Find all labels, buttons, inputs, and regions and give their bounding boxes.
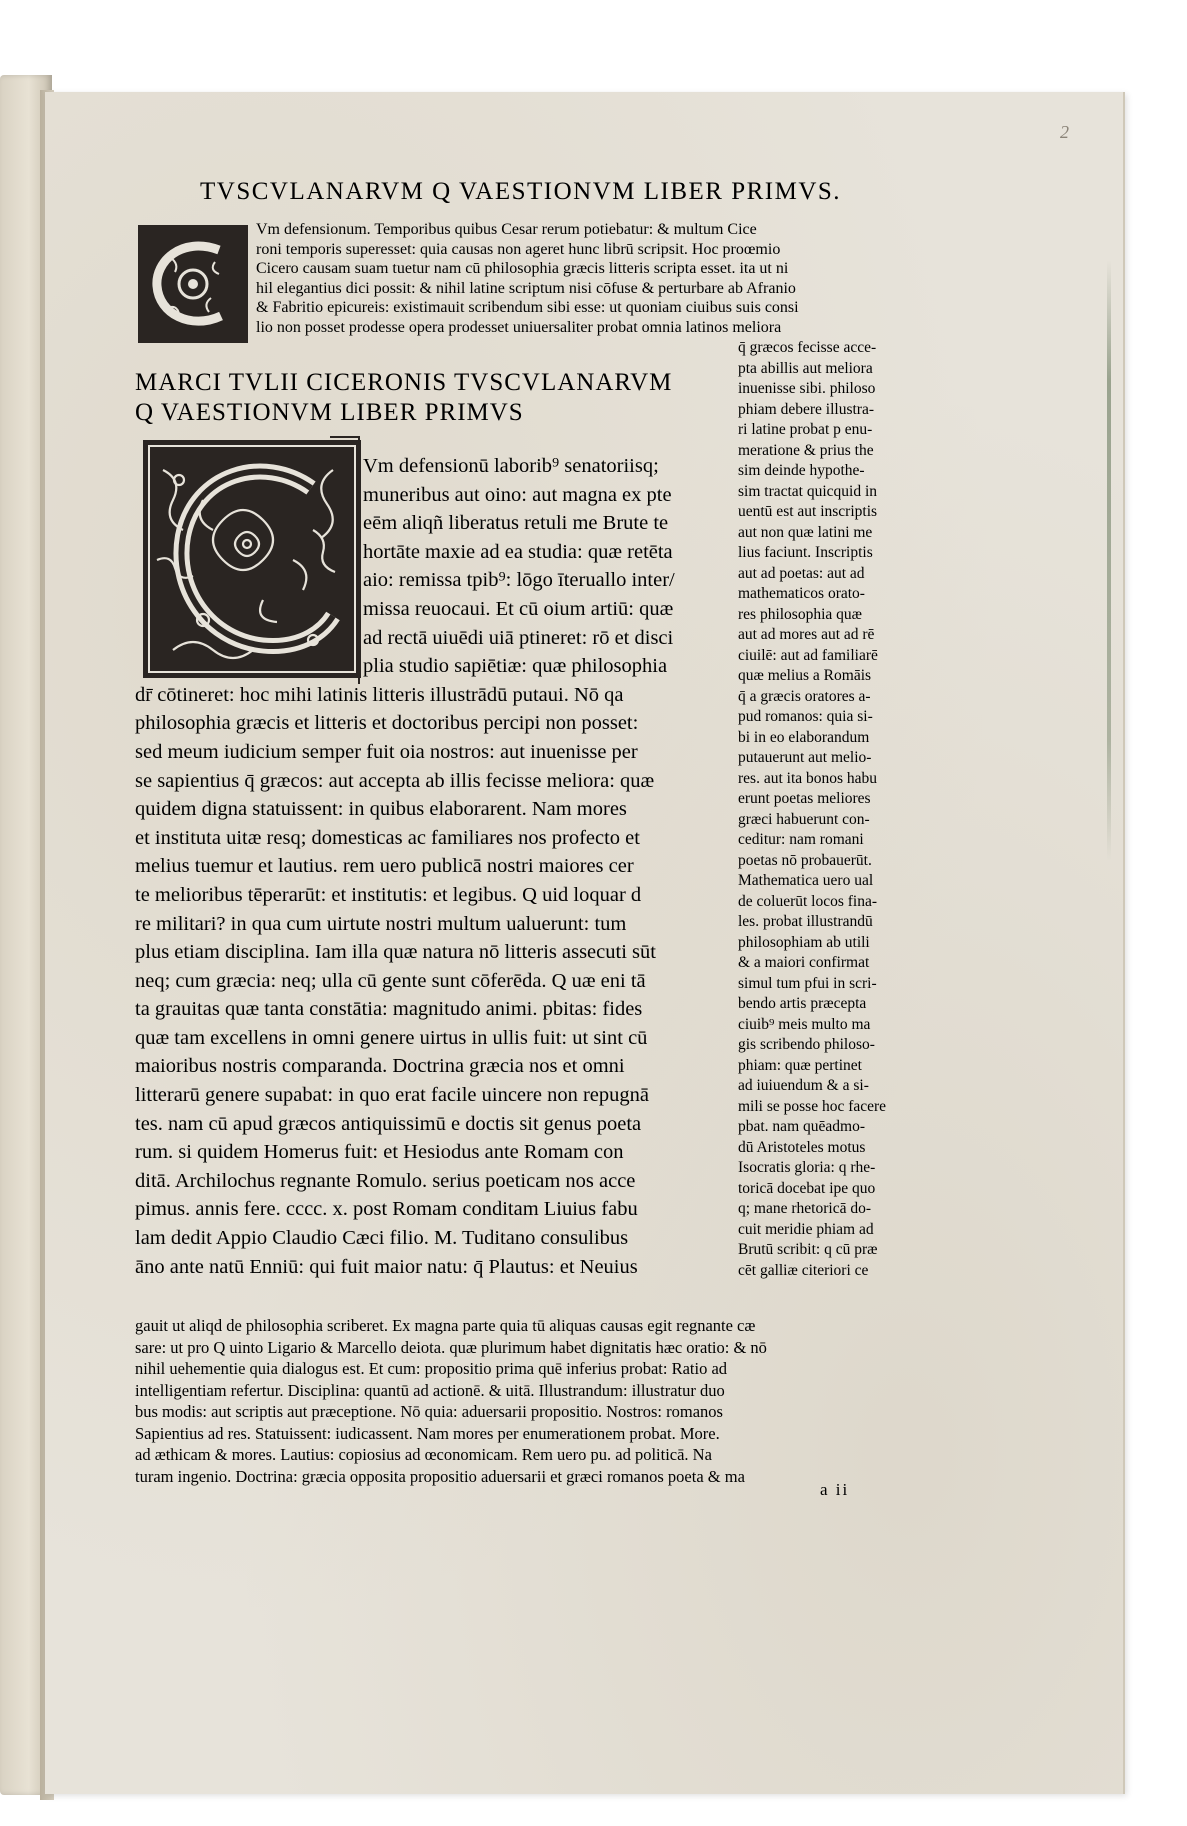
margin-line: gis scribendo philoso- — [738, 1036, 875, 1053]
running-head: TVSCVLANARVM Q VAESTIONVM LIBER PRIMVS. — [200, 178, 842, 205]
text-line: te melioribus tēperarūt: et institutis: et legibus. Q uid loquar d — [135, 883, 642, 906]
margin-line: les. probat illustrandū — [738, 913, 873, 930]
bottom-commentary — [135, 1315, 935, 1487]
margin-line: q; mane rhetoricā do- — [738, 1200, 871, 1217]
margin-line: quæ melius a Romāis — [738, 667, 872, 684]
commentary-line: Vm defensionum. Temporibus quibus Cesar rerum potiebatur: & multum Cice — [256, 221, 757, 238]
commentary-line: Cicero causam suam tuetur nam cū philosophia græcis litteris scripta esset. ita ut ni — [256, 260, 789, 277]
text-line: quidem digna statuissent: in quibus elaborarent. Nam mores — [135, 798, 627, 821]
margin-line: phiam debere illustra- — [738, 400, 875, 418]
heading-line: Q VAESTIONVM LIBER PRIMVS — [135, 399, 524, 426]
marginal-commentary — [738, 338, 928, 1281]
floral-initial-c-icon — [141, 228, 245, 340]
signature-mark: a ii — [820, 1480, 850, 1499]
text-line: dr̄ cōtineret: hoc mihi latinis litteris illustrādū putaui. Nō qa — [135, 683, 624, 706]
text-line: re militari? in qua cum uirtute nostri multum ualuerunt: tum — [135, 912, 627, 935]
margin-line: ciuilē: aut ad familiarē — [738, 646, 878, 664]
margin-line: pbat. nam quēadmo- — [738, 1118, 865, 1135]
text-line: philosophia græcis et litteris et doctoribus percipi non posset: — [135, 712, 639, 735]
margin-line: lius faciunt. Inscriptis — [738, 544, 873, 561]
text-line: melius tuemur et lautius. rem uero publicā nostri maiores cer — [135, 855, 634, 878]
text-line: missa reuocaui. Et cū oium artiū: quæ — [363, 597, 674, 620]
text-line: eēm aliqñ liberatus retuli me Brute te — [363, 512, 669, 535]
commentary-line: sare: ut pro Q uinto Ligario & Marcello deiota. quæ plurimum habet dignitatis hæc oratio: & nō — [135, 1337, 767, 1357]
margin-line: bendo artis præcepta — [738, 995, 867, 1012]
margin-line: ad iuiuendum & a si- — [738, 1077, 869, 1094]
margin-line: phiam: quæ pertinet — [738, 1056, 862, 1074]
text-line: ditā. Archilochus regnante Romulo. serius poeticam nos acce — [135, 1169, 636, 1192]
text-line: se sapientius q̄ græcos: aut accepta ab illis fecisse meliora: quæ — [135, 769, 655, 792]
commentary-line: gauit ut aliqd de philosophia scriberet. Ex magna parte quia tū aliquas causas egit regnante cæ — [135, 1316, 756, 1335]
margin-line: bi in eo elaborandum — [738, 728, 870, 746]
text-line: pimus. annis fere. cccc. x. post Romam conditam Liuius fabu — [135, 1198, 638, 1221]
margin-line: ri latine probat p enu- — [738, 421, 873, 438]
margin-line: sim tractat quicquid in — [738, 482, 878, 500]
page-edge-stain — [1107, 260, 1111, 860]
pencil-page-number: 2 — [1060, 122, 1069, 142]
margin-line: putauerunt aut melio- — [738, 749, 872, 766]
text-line: quæ tam excellens in omni genere uirtus in ullis fuit: ut sint cū — [135, 1026, 648, 1049]
margin-line: & a maiori confirmat — [738, 954, 870, 971]
margin-line: q̄ a græcis oratores a- — [738, 687, 871, 705]
main-text-column — [135, 452, 725, 1281]
commentary-line: nihil uehementie quia dialogus est. Et cum: propositio prima quē inferius probat: Ratio ad — [135, 1359, 728, 1378]
text-line: maioribus nostris comparanda. Doctrina græcia nos et omni — [135, 1055, 625, 1078]
margin-line: toricā docebat ipe quo — [738, 1179, 876, 1197]
text-line: ta grauitas quæ tanta constātia: magnitudo animi. pbitas: fides — [135, 998, 643, 1021]
text-line: hortāte maxie ad ea studia: quæ retēta — [363, 540, 673, 563]
margin-line: mathematicos orato- — [738, 585, 865, 602]
margin-line: erunt poetas meliores — [738, 790, 871, 807]
margin-line: meratione & prius the — [738, 441, 874, 459]
commentary-line: ad æthicam & mores. Lautius: copiosius ad œconomicam. Rem uero pu. ad politicā. Na — [135, 1445, 712, 1464]
margin-line: aut ad poetas: aut ad — [738, 564, 865, 582]
text-line: aio: remissa tpib⁹: lōgo īteruallo inter/ — [363, 569, 675, 592]
commentary-line: lio non posset prodesse opera prodesset uniuersaliter probat omnia latinos meliora — [256, 318, 782, 336]
margin-line: Isocratis gloria: q rhe- — [738, 1159, 876, 1176]
margin-line: Brutū scribit: q cū præ — [738, 1241, 878, 1258]
margin-line: res. aut ita bonos habu — [738, 769, 878, 787]
margin-line: cēt galliæ citeriori ce — [738, 1261, 869, 1279]
commentary-line: roni temporis superesset: quia causas non ageret hunc librū scripsit. Hoc proœmio — [256, 240, 781, 258]
text-line: neq; cum græcia: neq; ulla cū gente sunt cōferēda. Q uæ eni tā — [135, 969, 646, 992]
commentary-line: & Fabritio epicureis: existimauit scribendum sibi esse: ut quoniam ciuibus suis consi — [256, 299, 799, 316]
book-heading — [135, 368, 735, 428]
text-line: lam dedit Appio Claudio Cæci filio. M. Tuditano consulibus — [135, 1227, 629, 1250]
margin-line: q̄ græcos fecisse acce- — [738, 339, 877, 356]
margin-line: græci habuerunt con- — [738, 810, 870, 828]
text-line: muneribus aut oino: aut magna ex pte — [363, 483, 672, 506]
margin-line: aut ad mores aut ad rē — [738, 626, 875, 643]
margin-line: ciuib⁹ meis multo ma — [738, 1015, 871, 1033]
margin-line: pta abillis aut meliora — [738, 359, 873, 377]
text-line: Vm defensionū laborib⁹ senatoriisq; — [363, 455, 659, 477]
margin-line: Mathematica uero ual — [738, 872, 874, 889]
margin-line: mili se posse hoc facere — [738, 1097, 887, 1115]
commentary-line: turam ingenio. Doctrina: græcia opposita propositio aduersarii et græci romanos poeta & ma — [135, 1466, 745, 1486]
margin-line: philosophiam ab utili — [738, 933, 870, 951]
text-line: et instituta uitæ resq; domesticas ac familiares nos profecto et — [135, 826, 640, 849]
margin-line: cuit meridie phiam ad — [738, 1220, 874, 1238]
woodcut-initial-small — [138, 225, 248, 343]
text-line: litterarū genere supabat: in quo erat facile uincere non repugnā — [135, 1084, 649, 1107]
margin-line: uentū est aut inscriptis — [738, 503, 878, 520]
top-commentary — [256, 220, 916, 337]
margin-line: pud romanos: quia si- — [738, 708, 873, 725]
text-line: rum. si quidem Homerus fuit: et Hesiodus ante Romam con — [135, 1141, 624, 1164]
margin-line: poetas nō probauerūt. — [738, 851, 872, 869]
text-line: plia studio sapiētiæ: quæ philosophia — [363, 655, 668, 678]
commentary-line: bus modis: aut scriptis aut præceptione. Nō quia: aduersarii propositio. Nostros: romanos — [135, 1402, 723, 1421]
margin-line: ceditur: nam romani — [738, 831, 864, 848]
margin-line: de coluerūt locos fina- — [738, 892, 878, 910]
margin-line: inuenisse sibi. philoso — [738, 380, 876, 397]
text-line: ad rectā uiuēdi uiā ptineret: rō et disci — [363, 626, 674, 649]
text-line: plus etiam disciplina. Iam illa quæ natura nō litteris assecuti sūt — [135, 941, 656, 964]
text-line: tes. nam cū apud græcos antiquissimū e doctis sit genus poeta — [135, 1112, 642, 1135]
margin-line: res philosophia quæ — [738, 605, 862, 623]
margin-line: sim deinde hypothe- — [738, 462, 865, 479]
text-line: āno ante natū Enniū: qui fuit maior natu: q̄ Plautus: et Neuius — [135, 1255, 638, 1278]
margin-line: dū Aristoteles motus — [738, 1138, 866, 1156]
commentary-line: hil elegantius dici possit: & nihil latine scriptum nisi cōfuse & perturbare ab Afranio — [256, 279, 796, 297]
commentary-line: Sapientius ad res. Statuissent: iudicassent. Nam mores per enumerationem probat. More. — [135, 1423, 720, 1443]
margin-line: aut non quæ latini me — [738, 523, 873, 541]
heading-line: MARCI TVLII CICERONIS TVSCVLANARVM — [135, 369, 673, 396]
margin-line: simul tum pfui in scri- — [738, 974, 877, 992]
text-line: sed meum iudicium semper fuit oia nostros: aut inuenisse per — [135, 740, 638, 763]
commentary-line: intelligentiam refertur. Disciplina: quantū ad actionē. & uitā. Illustrandum: illustratur duo — [135, 1380, 725, 1400]
